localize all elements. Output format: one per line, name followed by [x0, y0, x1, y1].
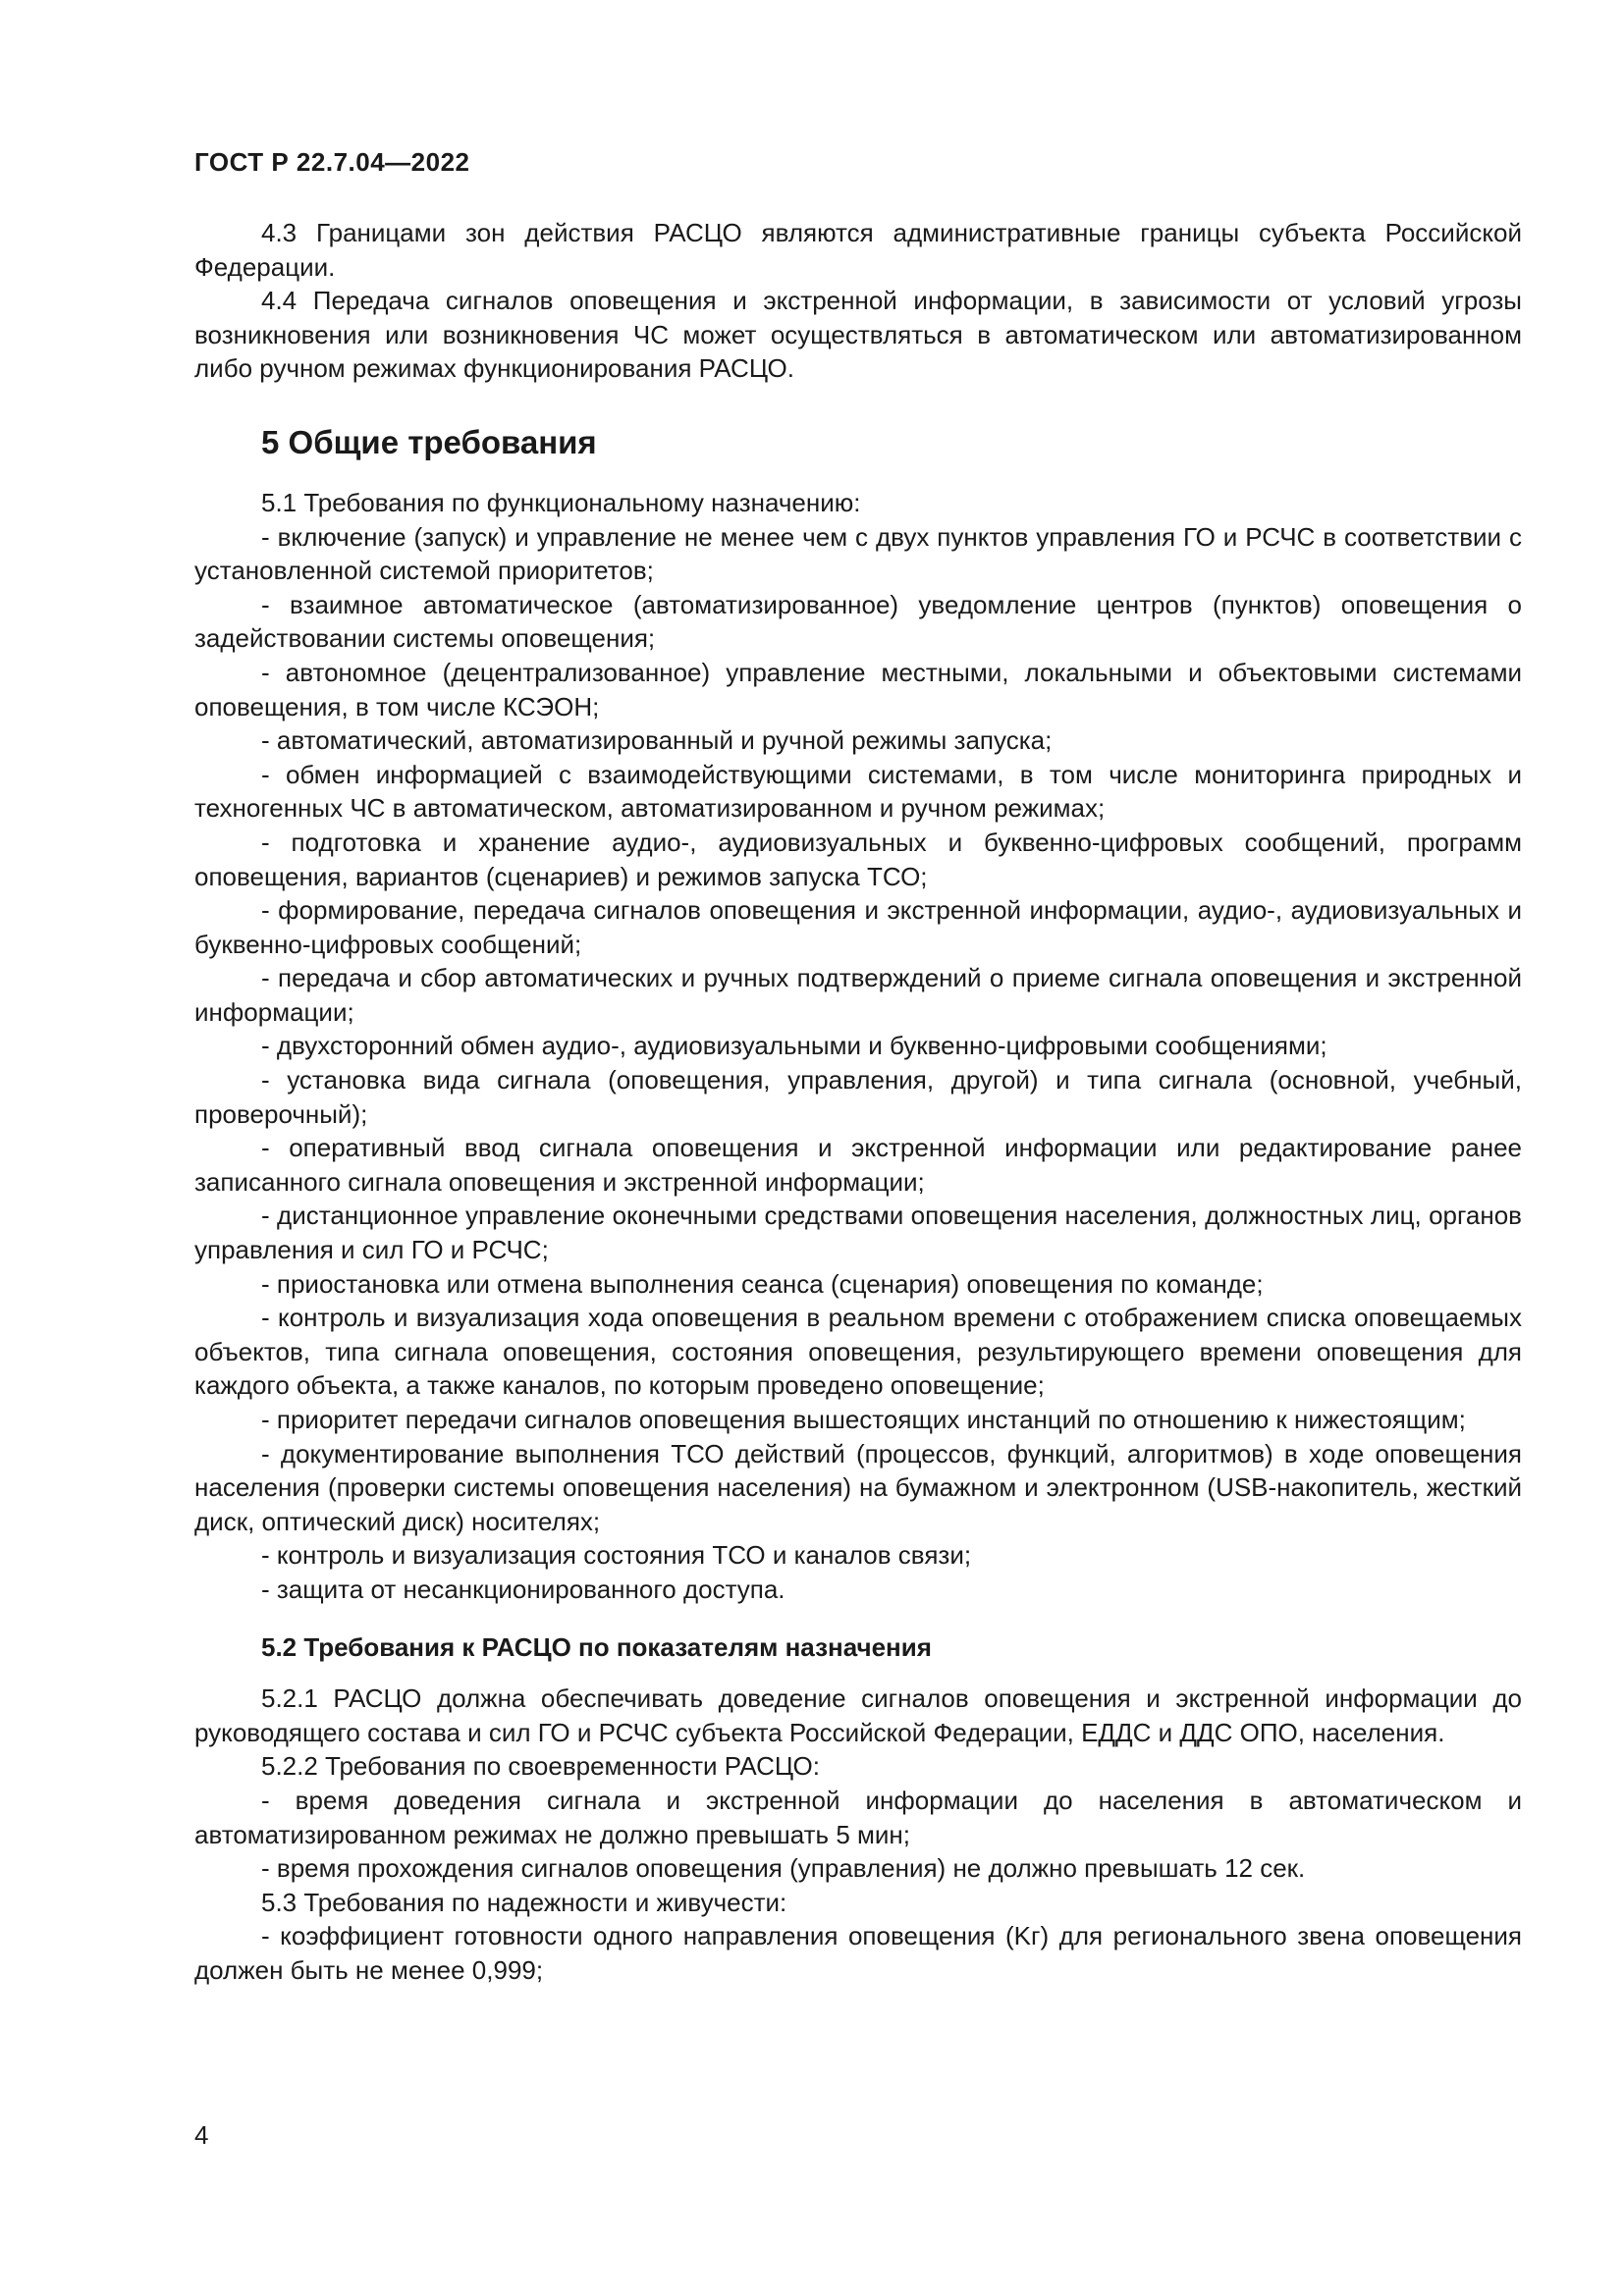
list-item: - защита от несанкционированного доступа. — [261, 1574, 785, 1604]
paragraph: 5.1 Требования по функциональному назначению: — [261, 487, 861, 517]
paragraph: 5.2.2 Требования по своевременности РАСЦО: — [261, 1751, 820, 1782]
list-item: - автоматический, автоматизированный и ручной режимы запуска; — [261, 725, 1053, 756]
document-body — [194, 216, 1522, 1988]
section-heading: 5 Общие требования — [261, 423, 597, 460]
paragraph: 5.3 Требования по надежности и живучести: — [261, 1887, 787, 1917]
list-item: - время прохождения сигналов оповещения (управления) не должно превышать 12 сек. — [261, 1853, 1306, 1884]
list-item: - двухсторонний обмен аудио-, аудиовизуальными и буквенно-цифровыми сообщениями; — [261, 1031, 1327, 1061]
paragraph: 5.2.1 РАСЦО должна обеспечивать доведение сигналов оповещения и экстренной информации до руководящего состава и сил ГО и РСЧС субъекта Российской Федерации, ЕДДС и ДДС ОПО, населения. — [194, 1683, 1522, 1747]
list-item: - взаимное автоматическое (автоматизированное) уведомление центров (пунктов) оповещения о задействовании системы оповещения; — [194, 589, 1522, 654]
document-code-header: ГОСТ Р 22.7.04—2022 — [194, 147, 470, 177]
list-item: - подготовка и хранение аудио-, аудиовизуальных и буквенно-цифровых сообщений, программ оповещения, вариантов (сценариев) и режимов запуска ТСО; — [194, 827, 1522, 891]
page-number: 4 — [194, 2120, 209, 2150]
list-item: - включение (запуск) и управление не менее чем с двух пунктов управления ГО и РСЧС в соответствии с установленной системой приоритетов; — [194, 521, 1522, 586]
list-item: - приостановка или отмена выполнения сеанса (сценария) оповещения по команде; — [261, 1268, 1264, 1299]
list-item: - время доведения сигнала и экстренной информации до населения в автоматическом и автоматизированном режимах не должно превышать 5 мин; — [194, 1785, 1522, 1849]
paragraph: 4.4 Передача сигналов оповещения и экстренной информации, в зависимости от условий угрозы возникновения или возникновения ЧС может осуществляться в автоматическом или автоматизированном либо ручном режимах функционирования РАСЦО. — [194, 286, 1522, 384]
subsection-heading: 5.2 Требования к РАСЦО по показателям назначения — [261, 1631, 932, 1662]
list-item: - контроль и визуализация хода оповещения в реальном времени с отображением списка оповещаемых объектов, типа сигнала оповещения, состояния оповещения, результирующего времени оповещения для каждого объекта, а также каналов, по которым проведено оповещение; — [194, 1303, 1522, 1401]
list-item: - коэффициент готовности одного направления оповещения (Kг) для регионального звена оповещения должен быть не менее 0,999; — [194, 1921, 1522, 1985]
list-item: - контроль и визуализация состояния ТСО и каналов связи; — [261, 1540, 972, 1571]
list-item: - формирование, передача сигналов оповещения и экстренной информации, аудио-, аудиовизуальных и буквенно-цифровых сообщений; — [194, 895, 1522, 959]
paragraph: 4.3 Границами зон действия РАСЦО являются административные границы субъекта Российской Федерации. — [194, 218, 1522, 282]
list-item: - установка вида сигнала (оповещения, управления, другой) и типа сигнала (основной, учебный, проверочный); — [194, 1065, 1522, 1129]
list-item: - передача и сбор автоматических и ручных подтверждений о приеме сигнала оповещения и экстренной информации; — [194, 963, 1522, 1027]
list-item: - приоритет передачи сигналов оповещения вышестоящих инстанций по отношению к нижестоящим; — [261, 1405, 1466, 1434]
list-item: - автономное (децентрализованное) управление местными, локальными и объектовыми системами оповещения, в том числе КСЭОН; — [194, 657, 1522, 721]
list-item: - дистанционное управление оконечными средствами оповещения населения, должностных лиц, органов управления и сил ГО и РСЧС; — [194, 1201, 1522, 1265]
list-item: - обмен информацией с взаимодействующими системами, в том числе мониторинга природных и техногенных ЧС в автоматическом, автоматизированном и ручном режимах; — [194, 759, 1522, 824]
list-item: - документирование выполнения ТСО действий (процессов, функций, алгоритмов) в ходе оповещения населения (проверки системы оповещения населения) на бумажном и электронном (USB-накопитель, жесткий диск, оптический диск) носителях; — [194, 1438, 1522, 1536]
list-item: - оперативный ввод сигнала оповещения и экстренной информации или редактирование ранее записанного сигнала оповещения и экстренной информации; — [194, 1133, 1522, 1197]
